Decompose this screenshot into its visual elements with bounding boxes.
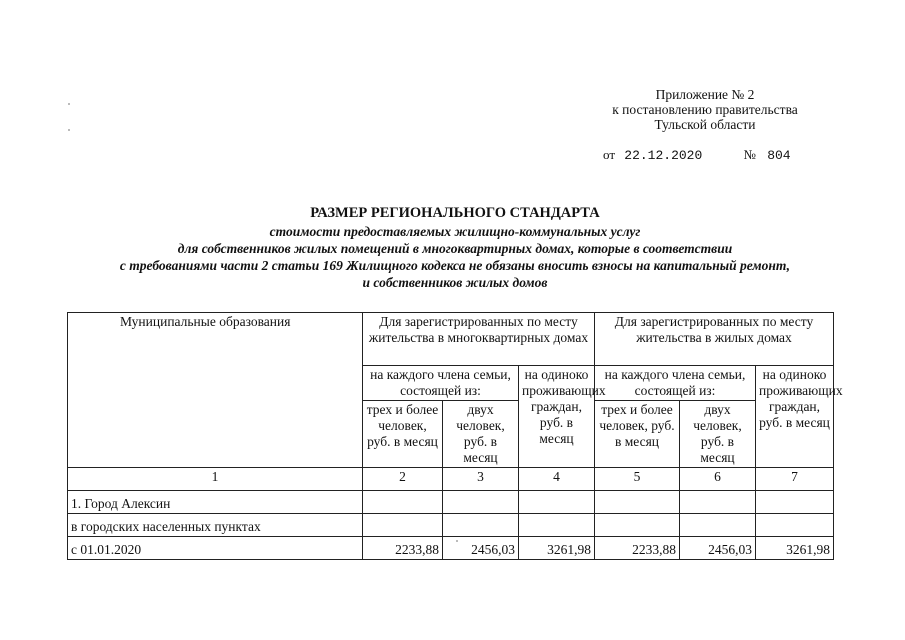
cell-value [519,514,595,537]
title-sub-2: для собственников жилых помещений в многоквартирных домах, которые в соответствии [177,241,733,256]
order-reference [603,147,791,163]
header-municipalities: Муниципальные образования [68,313,363,468]
cell-value: 2233,88 [363,537,443,560]
order-number: 804 [767,148,791,163]
column-number: 4 [519,468,595,491]
cell-value [363,491,443,514]
table-row [68,514,834,537]
column-number-row [68,468,834,491]
cell-value [756,514,834,537]
cell-value: 3261,98 [519,537,595,560]
cell-value [680,491,756,514]
cell-value: 2456,03 [443,537,519,560]
column-number: 5 [595,468,680,491]
scan-speck [456,540,458,542]
order-number-label: № [743,147,756,162]
header-row-groups [68,313,834,366]
title-sub-3: с требованиями части 2 статьи 169 Жилищного кодекса не обязаны вносить взносы на капитальный ремонт, [119,258,791,273]
annex-line-1: Приложение № 2 [655,87,755,102]
row-label: 1. Город Алексин [68,491,363,514]
cell-value [756,491,834,514]
row-label: с 01.01.2020 [68,537,363,560]
cell-value [680,514,756,537]
cell-value: 2456,03 [680,537,756,560]
column-number: 7 [756,468,834,491]
annex-line-3: Тульской области [654,117,756,132]
header-two-houses: двух человек, руб. в месяц [680,401,756,468]
row-label: в городских населенных пунктах [68,514,363,537]
header-three-more-mkd: трех и более человек, руб. в месяц [363,401,443,468]
header-three-more-houses: трех и более человек, руб. в месяц [595,401,680,468]
header-family-member-mkd: на каждого члена семьи, состоящей из: [363,366,519,401]
cell-value [443,514,519,537]
cell-value [443,491,519,514]
order-prefix: от [603,147,616,162]
header-two-mkd: двух человек, руб. в месяц [443,401,519,468]
header-family-member-houses: на каждого члена семьи, состоящей из: [595,366,756,401]
scan-speck [68,103,70,105]
header-group-mkd: Для зарегистрированных по месту жительства в многоквартирных домах [363,313,595,366]
column-number: 2 [363,468,443,491]
annex-line-2: к постановлению правительства [612,102,798,117]
title-sub-1: стоимости предоставляемых жилищно-коммунальных услуг [269,224,641,239]
annex-header [560,87,850,132]
column-number: 1 [68,468,363,491]
column-number: 6 [680,468,756,491]
standard-table [67,312,843,560]
cell-value [595,491,680,514]
scan-speck [68,129,70,131]
cell-value: 2233,88 [595,537,680,560]
cell-value [519,491,595,514]
document-title [70,205,840,291]
header-group-houses: Для зарегистрированных по месту жительства в жилых домах [595,313,834,366]
header-single-houses: на одиноко проживающих граждан, руб. в месяц [756,366,834,468]
cell-value [595,514,680,537]
title-main: РАЗМЕР РЕГИОНАЛЬНОГО СТАНДАРТА [310,205,600,221]
title-sub-4: и собственников жилых домов [362,275,548,290]
table-row [68,537,834,560]
header-single-mkd: на одиноко проживающих граждан, руб. в месяц [519,366,595,468]
cell-value: 3261,98 [756,537,834,560]
cell-value [363,514,443,537]
column-number: 3 [443,468,519,491]
table-row [68,491,834,514]
order-date: 22.12.2020 [624,148,703,163]
